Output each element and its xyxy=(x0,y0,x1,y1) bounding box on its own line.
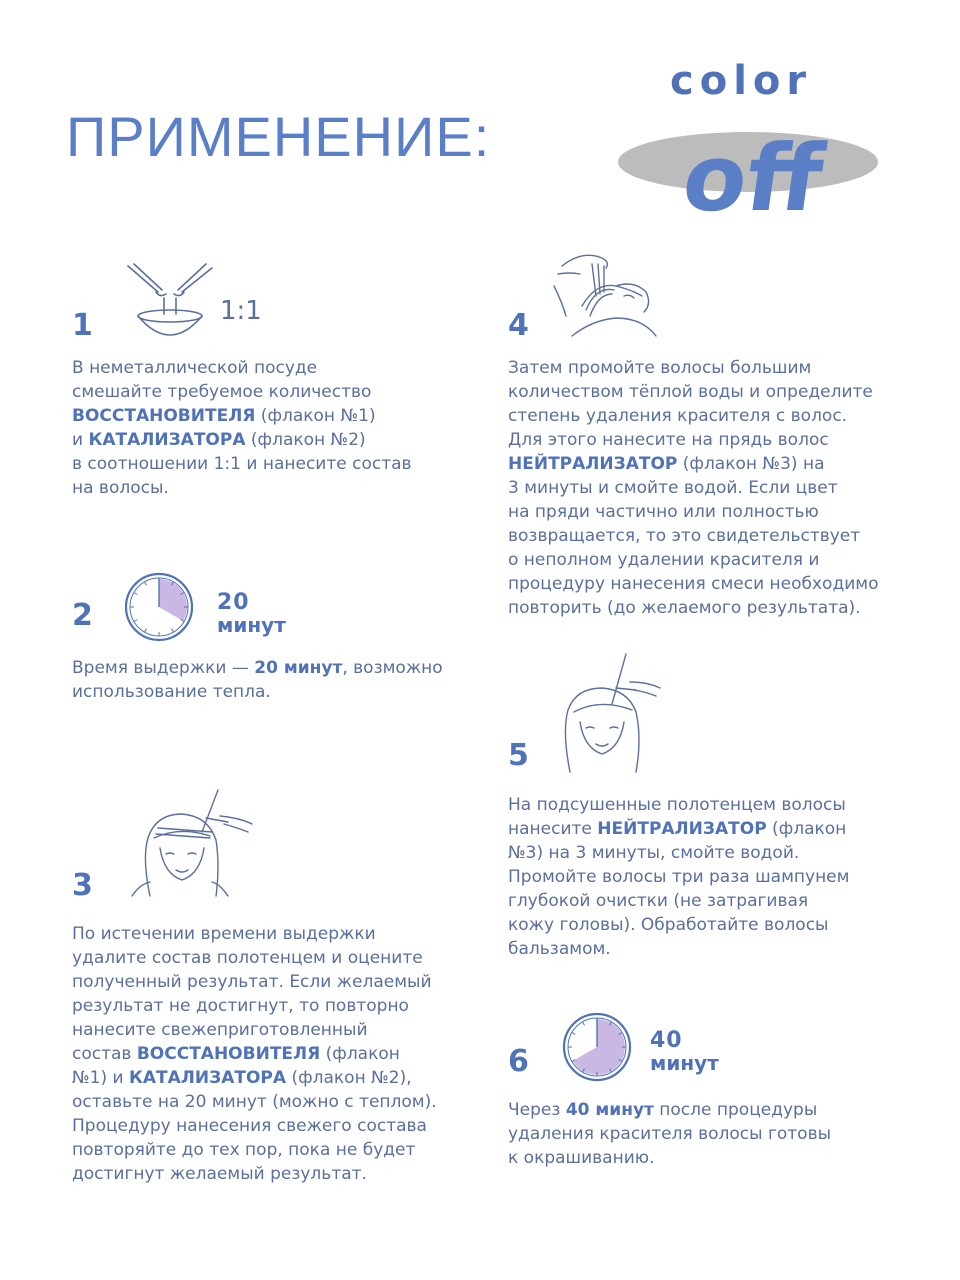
text-segment: Процедуру нанесения свежего состава xyxy=(72,1116,427,1136)
text-segment: процедуру нанесения смеси необходимо xyxy=(508,574,879,594)
step-6-text xyxy=(508,1098,831,1170)
text-segment: 3 минуты и смойте водой. Если цвет xyxy=(508,478,838,498)
text-segment: достигнут желаемый результат. xyxy=(72,1164,367,1184)
step-4-number: 4 xyxy=(508,308,529,343)
text-segment: В неметаллической посуде xyxy=(72,358,318,378)
rinsing-hair-icon xyxy=(552,246,662,342)
ratio-label: 1:1 xyxy=(220,296,262,326)
text-segment: о неполном удалении красителя и xyxy=(508,550,820,570)
text-segment: (флакон №2) xyxy=(245,430,366,450)
timer-40-label xyxy=(650,1030,719,1074)
woman-applying-icon xyxy=(120,788,260,900)
woman-neutralizer-icon xyxy=(556,652,666,774)
text-segment: (флакон xyxy=(766,819,847,839)
text-segment: (флакон №2), xyxy=(286,1068,412,1088)
text-segment: результат не достигнут, то повторно xyxy=(72,996,409,1016)
timer-20-unit: минут xyxy=(217,613,286,637)
highlight-text: 20 минут xyxy=(254,658,343,678)
timer-20-value: 20 xyxy=(217,590,250,615)
step-6-number: 6 xyxy=(508,1044,529,1079)
step-2-number: 2 xyxy=(72,598,93,633)
timer-40-icon xyxy=(562,1012,632,1082)
text-segment: после процедуры xyxy=(653,1100,818,1120)
text-segment: повторить (до желаемого результата). xyxy=(508,598,861,618)
logo-word-off: off xyxy=(676,124,830,232)
step-1-number: 1 xyxy=(72,308,93,343)
step-4-text xyxy=(508,356,879,620)
text-segment: и xyxy=(72,430,89,450)
page-title: ПРИМЕНЕНИЕ: xyxy=(66,105,491,168)
text-segment: (флакон №1) xyxy=(255,406,376,426)
highlight-text: ВОССТАНОВИТЕЛЯ xyxy=(136,1044,321,1064)
highlight-text: КАТАЛИЗАТОРА xyxy=(88,430,246,450)
text-segment: повторяйте до тех пор, пока не будет xyxy=(72,1140,416,1160)
color-off-logo xyxy=(610,50,890,240)
text-segment: (флакон №3) на xyxy=(677,454,825,474)
text-segment: на волосы. xyxy=(72,478,169,498)
text-segment: степень удаления красителя с волос. xyxy=(508,406,848,426)
highlight-text: НЕЙТРАЛИЗАТОР xyxy=(597,819,767,839)
text-segment: к окрашиванию. xyxy=(508,1148,655,1168)
text-segment: Затем промойте волосы большим xyxy=(508,358,812,378)
timer-40-unit: минут xyxy=(650,1051,719,1075)
text-segment: полученный результат. Если желаемый xyxy=(72,972,432,992)
highlight-text: КАТАЛИЗАТОРА xyxy=(129,1068,287,1088)
logo-word-color: color xyxy=(670,58,813,104)
highlight-text: ВОССТАНОВИТЕЛЯ xyxy=(72,406,256,426)
mixing-bowl-icon xyxy=(120,262,220,346)
step-2-text xyxy=(72,656,443,704)
text-segment: удалите состав полотенцем и оцените xyxy=(72,948,423,968)
text-segment: количеством тёплой воды и определите xyxy=(508,382,873,402)
text-segment: Время выдержки — xyxy=(72,658,255,678)
text-segment: №3) на 3 минуты, смойте водой. xyxy=(508,843,800,863)
highlight-text: НЕЙТРАЛИЗАТОР xyxy=(508,454,678,474)
text-segment: кожу головы). Обработайте волосы xyxy=(508,915,829,935)
highlight-text: 40 минут xyxy=(565,1100,654,1120)
timer-40-value: 40 xyxy=(650,1028,683,1053)
step-1-text xyxy=(72,356,412,500)
text-segment: оставьте на 20 минут (можно с теплом). xyxy=(72,1092,437,1112)
text-segment: бальзамом. xyxy=(508,939,611,959)
text-segment: глубокой очистки (не затрагивая xyxy=(508,891,809,911)
text-segment: состав xyxy=(72,1044,137,1064)
text-segment: нанесите xyxy=(508,819,598,839)
text-segment: , возможно xyxy=(342,658,443,678)
text-segment: На подсушенные полотенцем волосы xyxy=(508,795,846,815)
text-segment: Промойте волосы три раза шампунем xyxy=(508,867,850,887)
text-segment: использование тепла. xyxy=(72,682,271,702)
text-segment: №1) и xyxy=(72,1068,129,1088)
text-segment: Для этого нанесите на прядь волос xyxy=(508,430,829,450)
text-segment: По истечении времени выдержки xyxy=(72,924,376,944)
step-3-text xyxy=(72,922,437,1186)
text-segment: возвращается, то это свидетельствует xyxy=(508,526,861,546)
text-segment: (флакон xyxy=(320,1044,400,1064)
text-segment: на пряди частично или полностью xyxy=(508,502,819,522)
text-segment: смешайте требуемое количество xyxy=(72,382,372,402)
step-3-number: 3 xyxy=(72,868,93,903)
timer-20-label xyxy=(217,592,286,636)
text-segment: удаления красителя волосы готовы xyxy=(508,1124,832,1144)
text-segment: в соотношении 1:1 и нанесите состав xyxy=(72,454,412,474)
text-segment: Через xyxy=(508,1100,566,1120)
step-5-text xyxy=(508,793,849,961)
timer-20-icon xyxy=(124,572,194,642)
step-5-number: 5 xyxy=(508,738,529,773)
text-segment: нанесите свежеприготовленный xyxy=(72,1020,368,1040)
